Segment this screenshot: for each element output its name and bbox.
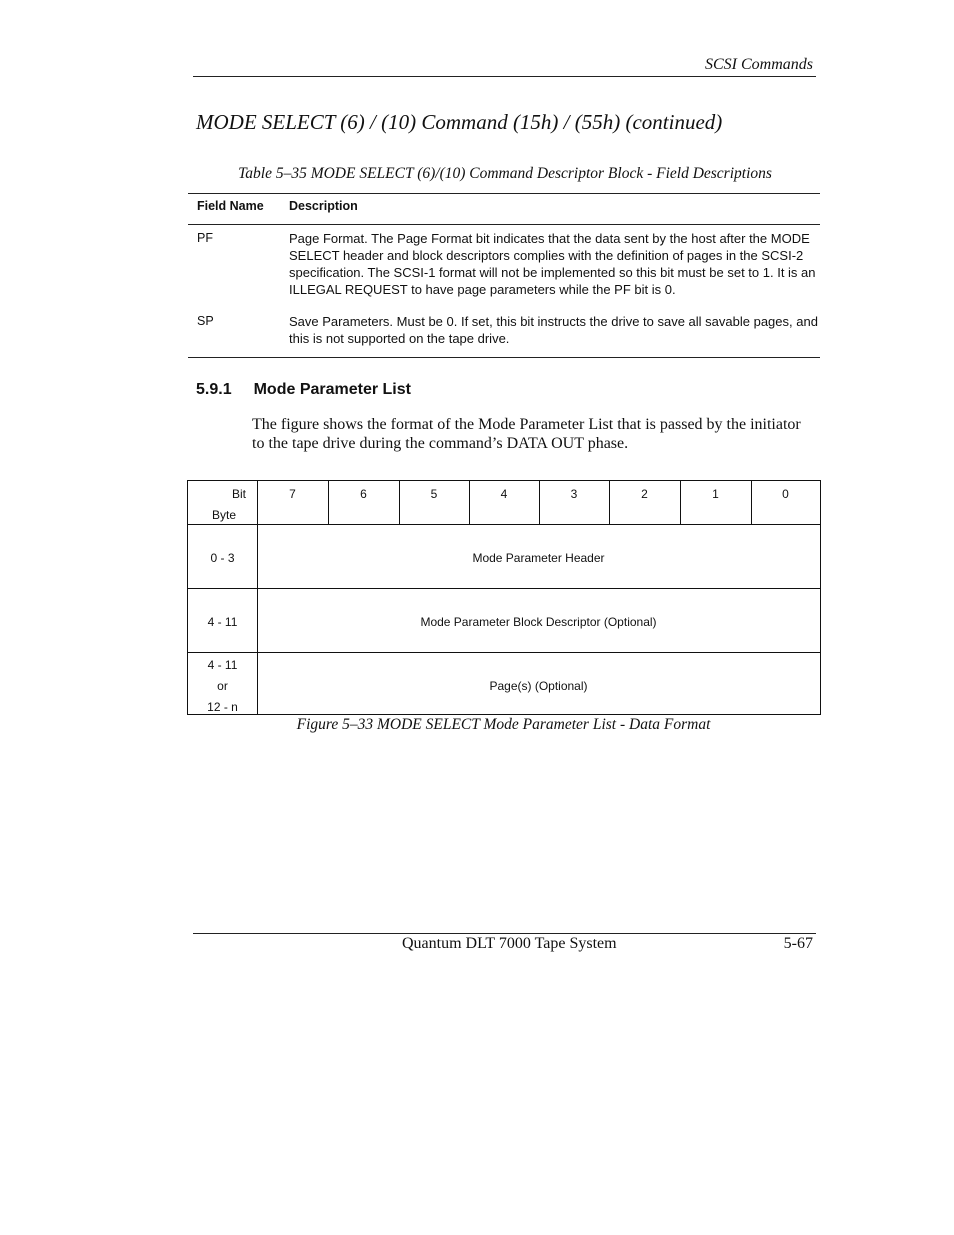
bit-label: Bit bbox=[232, 487, 247, 501]
section-title: Mode Parameter List bbox=[253, 381, 411, 398]
mode-parameter-header-field: Mode Parameter Header bbox=[472, 551, 605, 565]
page-title: MODE SELECT (6) / (10) Command (15h) / (55h) (continued) bbox=[196, 110, 723, 134]
column-header-field-name: Field Name bbox=[197, 199, 264, 213]
section-heading bbox=[196, 381, 411, 399]
section-number: 5.9.1 bbox=[196, 381, 232, 398]
field-description-sp: Save Parameters. Must be 0. If set, this bit instructs the drive to save all savable pages, and this is not supported on the tape drive. bbox=[289, 314, 818, 346]
bit-2-header: 2 bbox=[641, 487, 648, 501]
bit-5-header: 5 bbox=[430, 487, 438, 501]
byte-range-label: 12 - n bbox=[207, 700, 238, 714]
bit-6-header: 6 bbox=[360, 487, 367, 501]
pages-field: Page(s) (Optional) bbox=[489, 679, 588, 693]
row-divider bbox=[188, 524, 820, 525]
bit-1-header: 1 bbox=[712, 487, 719, 501]
body-paragraph: The figure shows the format of the Mode Parameter List that is passed by the initiator to the tape drive during the command’s DATA OUT phase. bbox=[252, 416, 801, 452]
block-descriptor-field: Mode Parameter Block Descriptor (Optional) bbox=[420, 615, 657, 629]
field-name-sp: SP bbox=[197, 314, 214, 328]
footer-rule bbox=[193, 933, 816, 934]
figure-caption: Figure 5–33 MODE SELECT Mode Parameter List - Data Format bbox=[296, 716, 711, 733]
page-number: 5-67 bbox=[783, 935, 813, 952]
column-header-description: Description bbox=[289, 199, 358, 213]
byte-label: Byte bbox=[212, 508, 237, 522]
field-name-pf: PF bbox=[197, 231, 213, 245]
table-caption: Table 5–35 MODE SELECT (6)/(10) Command Descriptor Block - Field Descriptions bbox=[238, 165, 772, 182]
header-rule bbox=[193, 76, 816, 77]
field-description-pf: Page Format. The Page Format bit indicates that the data sent by the host after the MODE SELECT header and block descriptors complies with the definition of pages in the SCSI-2 specification. The SCSI-1 format will not be implemented so this bit must be set to 1. It is an ILLEGAL REQUEST to have page parameters while the PF bit is 0. bbox=[289, 231, 816, 297]
row-divider bbox=[188, 588, 820, 589]
bit-7-header: 7 bbox=[289, 487, 296, 501]
byte-range-label: 4 - 11 bbox=[207, 658, 238, 672]
byte-range-label: 0 - 3 bbox=[210, 551, 235, 565]
running-header: SCSI Commands bbox=[704, 56, 813, 73]
table-bottom-rule bbox=[188, 357, 820, 358]
byte-range-label: 4 - 11 bbox=[207, 615, 238, 629]
row-divider bbox=[188, 652, 820, 653]
mode-parameter-list-figure bbox=[187, 480, 821, 715]
bit-3-header: 3 bbox=[570, 487, 578, 501]
table-top-rule bbox=[188, 193, 820, 194]
footer-title: Quantum DLT 7000 Tape System bbox=[402, 935, 617, 952]
byte-range-label: or bbox=[217, 679, 228, 693]
bit-4-header: 4 bbox=[500, 487, 508, 501]
bit-0-header: 0 bbox=[782, 487, 789, 501]
table-header-rule bbox=[188, 224, 820, 225]
